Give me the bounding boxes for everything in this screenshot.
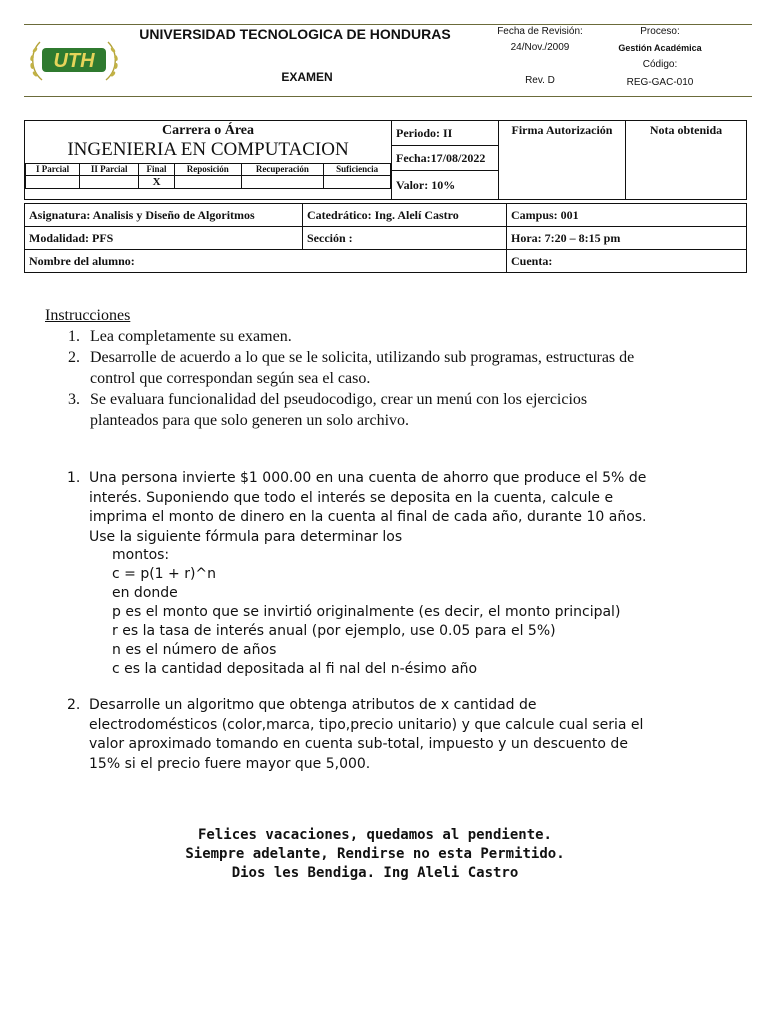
exercise-1-line-2: interés. Suponiendo que todo el interés se deposita en la cuenta, calcule e — [89, 489, 614, 506]
exam-mark-suficiencia — [324, 176, 391, 189]
revision-number: Rev. D — [525, 75, 555, 86]
closing-line-1: Felices vacaciones, quedamos al pendiente. — [197, 827, 552, 843]
instructions-title: Instrucciones — [45, 307, 131, 324]
exercise-1-indent-3: en donde — [112, 585, 178, 601]
exercise-1-line-3: imprima el monto de dinero en la cuenta al final de cada año, durante 10 años. — [89, 509, 647, 525]
career-name: INGENIERIA EN COMPUTACION — [67, 139, 349, 160]
exam-mark-reposicion — [174, 176, 241, 189]
exam-value: Valor: 10% — [396, 178, 456, 192]
period: Periodo: II — [392, 121, 498, 146]
course-info-table — [24, 203, 747, 273]
exam-mark-final: X — [139, 176, 175, 189]
exercise-1-indent-4: p es el monto que se invirtió originalmente (es decir, el monto principal) — [112, 604, 621, 620]
revision-date: 24/Nov./2009 — [510, 42, 570, 53]
instruction-number-1: 1. — [68, 328, 80, 345]
exercise-1-formula: c = p(1 + r)^n — [112, 566, 217, 582]
svg-text:UTH: UTH — [53, 50, 95, 72]
career-cell — [25, 121, 392, 200]
instruction-2-line-1: Desarrolle de acuerdo a lo que se le solicita, utilizando sub programas, estructuras de — [90, 349, 635, 366]
exam-type-ii-parcial: II Parcial — [80, 164, 139, 176]
process-label: Proceso: — [640, 26, 680, 37]
exam-type-grid — [25, 163, 391, 189]
exercise-2-line-4: 15% si el precio fuere mayor que 5,000. — [89, 755, 371, 772]
exam-type-i-parcial: I Parcial — [26, 164, 80, 176]
exercise-number-2: 2. — [67, 697, 81, 713]
period-date-value-cell — [392, 121, 499, 200]
subject-cell: Asignatura: Analisis y Diseño de Algoritmos — [25, 204, 303, 227]
uth-logo — [26, 34, 122, 86]
modality-cell: Modalidad: PFS — [25, 227, 303, 250]
instruction-2-line-2: control que correspondan según sea el caso. — [90, 370, 371, 387]
process-value: Gestión Académica — [618, 43, 702, 53]
exam-type-final: Final — [139, 164, 175, 176]
instruction-1-line-1: Lea completamente su examen. — [90, 328, 292, 345]
exam-type-recuperacion: Recuperación — [241, 164, 323, 176]
time-cell: Hora: 7:20 – 8:15 pm — [507, 227, 747, 250]
instruction-3-line-2: planteados para que solo generen un solo archivo. — [90, 412, 410, 429]
exercise-2-line-3: valor aproximado tomando en cuenta sub-total, impuesto y un descuento de — [89, 736, 628, 752]
exercise-1-indent-6: n es el número de años — [112, 642, 277, 658]
document-type: EXAMEN — [281, 70, 333, 84]
section-cell: Sección : — [303, 227, 507, 250]
exam-mark-i-parcial — [26, 176, 80, 189]
exercise-1-indent-1: montos: — [112, 547, 170, 563]
code-value: REG-GAC-010 — [626, 77, 694, 88]
grade-cell: Nota obtenida — [626, 121, 747, 200]
instruction-3-line-1: Se evaluara funcionalidad del pseudocodigo, crear un menú con los ejercicios — [90, 391, 588, 408]
university-name: UNIVERSIDAD TECNOLOGICA DE HONDURAS — [139, 26, 451, 42]
exercise-number-1: 1. — [67, 470, 81, 486]
header-bottom-rule — [24, 96, 752, 97]
exercise-2-line-2: electrodomésticos (color,marca, tipo,precio unitario) y que calcule cual seria el — [89, 716, 644, 733]
closing-line-2: Siempre adelante, Rendirse no esta Permitido. — [185, 846, 565, 862]
campus-cell: Campus: 001 — [507, 204, 747, 227]
exercise-1-indent-7: c es la cantidad depositada al fi nal del n-ésimo año — [112, 661, 478, 677]
exam-mark-recuperacion — [241, 176, 323, 189]
exam-type-reposicion: Reposición — [174, 164, 241, 176]
career-label: Carrera o Área — [162, 123, 254, 138]
exam-info-table — [24, 120, 747, 200]
exam-mark-ii-parcial — [80, 176, 139, 189]
revision-date-label: Fecha de Revisión: — [497, 26, 583, 37]
exam-date: Fecha:17/08/2022 — [392, 146, 498, 171]
closing-line-3: Dios les Bendiga. Ing Aleli Castro — [231, 865, 519, 881]
closing-message — [150, 826, 600, 883]
student-name-cell: Nombre del alumno: — [25, 250, 507, 273]
instruction-number-2: 2. — [68, 349, 80, 366]
exercise-1-indent-5: r es la tasa de interés anual (por ejemplo, use 0.05 para el 5%) — [112, 623, 556, 639]
code-label: Código: — [642, 59, 678, 70]
exercise-1-line-4: Use la siguiente fórmula para determinar los — [89, 528, 403, 545]
instruction-number-3: 3. — [68, 391, 80, 408]
teacher-cell: Catedrático: Ing. Alelí Castro — [303, 204, 507, 227]
exercise-2-line-1: Desarrolle un algoritmo que obtenga atributos de x cantidad de — [89, 697, 537, 713]
header-top-rule — [24, 24, 752, 25]
exam-type-suficiencia: Suficiencia — [324, 164, 391, 176]
signature-cell: Firma Autorización — [499, 121, 626, 200]
account-cell: Cuenta: — [507, 250, 747, 273]
exercise-1-line-1: Una persona invierte $1 000.00 en una cuenta de ahorro que produce el 5% de — [89, 470, 647, 486]
